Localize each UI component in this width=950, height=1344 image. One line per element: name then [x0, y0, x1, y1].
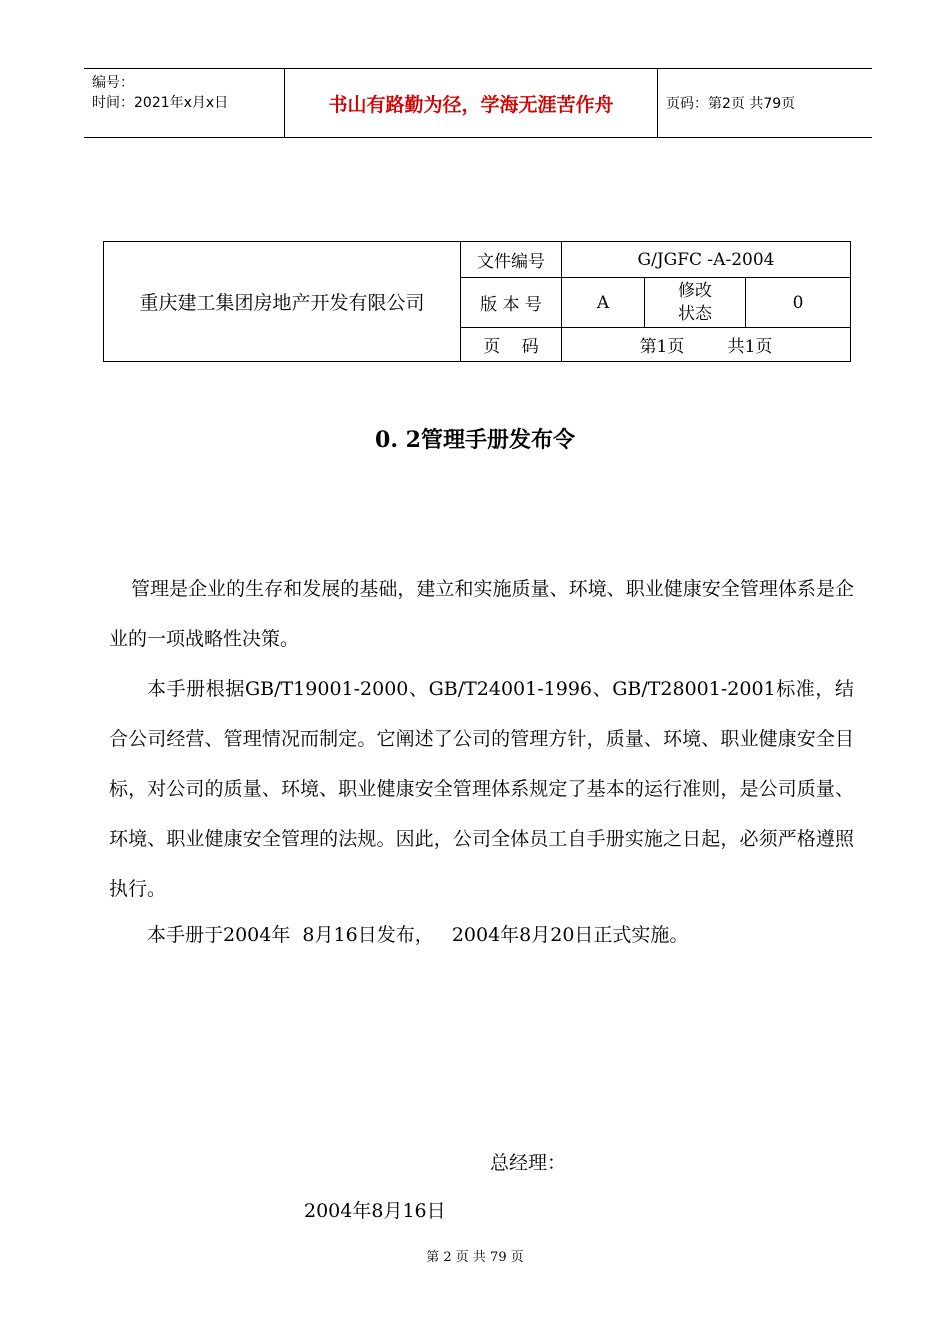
doc-no-value: G/JGFC -A-2004 — [562, 242, 851, 278]
page-title: 0. 2管理手册发布令 — [375, 427, 575, 453]
revision-label-line2: 状态 — [678, 303, 712, 324]
revision-label-line1: 修改 — [678, 280, 712, 301]
page-header — [84, 68, 872, 138]
body-paragraph-3: 本手册于2004年 8月16日发布， 2004年8月20日正式实施。 — [147, 924, 689, 946]
page-footer: 第 2 页 共 79 页 — [426, 1250, 524, 1265]
header-page-info: 页码：第2页 共79页 — [666, 96, 796, 112]
version-label: 版 本 号 — [461, 278, 562, 328]
number-label: 编号： — [92, 75, 134, 91]
page-label: 页 码 — [461, 328, 562, 362]
version-value: A — [562, 278, 645, 328]
signature-role: 总经理： — [490, 1152, 567, 1174]
signature-date: 2004年8月16日 — [304, 1200, 446, 1222]
revision-value: 0 — [746, 278, 851, 328]
body-paragraph-1: 管理是企业的生存和发展的基础，建立和实施质量、环境、职业健康安全管理体系是企业的一项战略性决策。 — [109, 578, 854, 650]
document-control-table — [103, 241, 851, 362]
company-name: 重庆建工集团房地产开发有限公司 — [104, 242, 461, 362]
time-label: 时间：2021年x月x日 — [92, 95, 229, 111]
page-value: 第1页 共1页 — [562, 328, 851, 362]
header-motto: 书山有路勤为径，学海无涯苦作舟 — [284, 69, 658, 137]
body-paragraph-2: 本手册根据GB/T19001-2000、GB/T24001-1996、GB/T28001-2001标准，结合公司经营、管理情况而制定。它阐述了公司的管理方针，质量、环境、职业健康安全目标，对公司的质量、环境、职业健康安全管理体系规定了基本的运行准则，是公司质量、环境、职业健康安全管理的法规。因此，公司全体员工自手册实施之日起，必须严格遵照执行。 — [109, 678, 854, 900]
doc-no-label: 文件编号 — [461, 242, 562, 278]
revision-label — [645, 278, 746, 328]
header-meta — [84, 69, 284, 137]
